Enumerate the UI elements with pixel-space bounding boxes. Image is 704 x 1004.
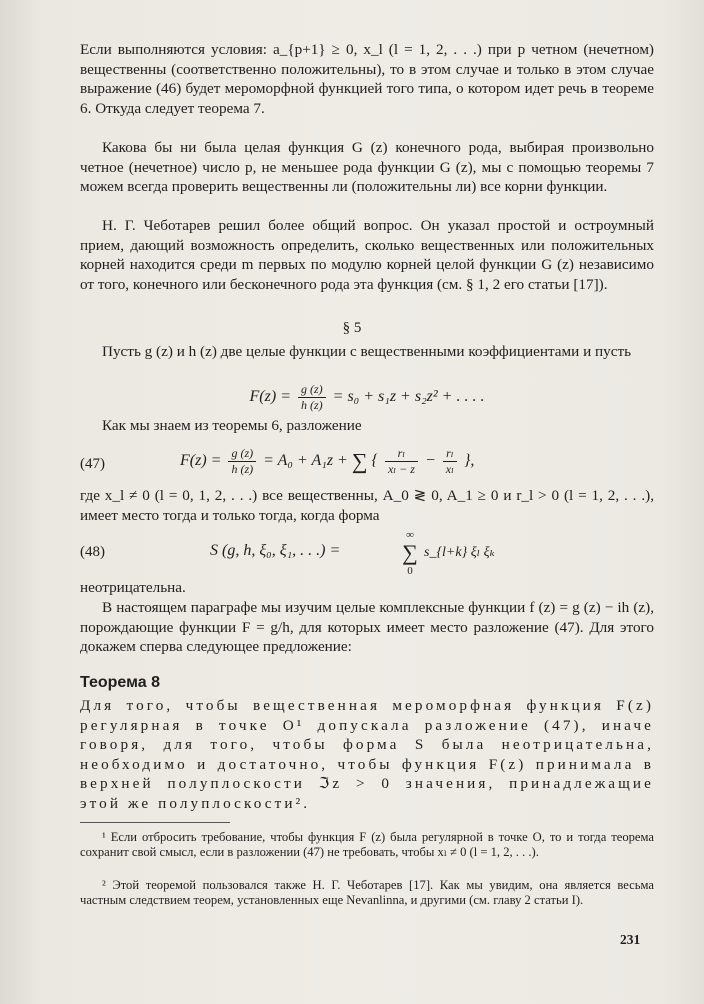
formula-48 <box>80 528 654 584</box>
formula-rhs: = s₀ + s₁z + s₂z² + . . . . <box>332 388 485 406</box>
footnote-2: ² Этой теоремой пользовался также Н. Г. Чеботарев [17]. Как мы увидим, она является весьма частным следствием теорем, установленных еще Nevanlinna, и другими (см. главу 2 статьи I). <box>80 878 654 908</box>
fraction-numerator: g (z) <box>228 446 256 462</box>
formula-47-body <box>180 446 474 477</box>
fraction <box>298 382 326 413</box>
fraction-residue <box>385 446 418 477</box>
formula-lhs: F(z) = <box>249 388 291 406</box>
minus-sign: − <box>424 452 436 470</box>
footnote-divider <box>80 822 230 823</box>
fraction-denominator: xₗ <box>445 462 454 476</box>
brace-close: }, <box>464 452 475 470</box>
sum-term: s_{l+k} ξₗ ξₖ <box>424 545 495 560</box>
paragraph-nonnegative: неотрицательна. <box>80 579 186 596</box>
paragraph-conditions: Если выполняются условия: a_{p+1} ≥ 0, x_l (l = 1, 2, . . .) при p четном (нечетном) вещественны (соответственно положительны), то в этом случае и только в этом случае выражение (46) будет мероморфной функцией того типа, о котором идет речь в теореме 6. Откуда следует теорема 7. <box>80 41 654 117</box>
theorem-statement: Для того, чтобы вещественная мероморфная функция F(z) регулярная в точке O¹ допускала разложение (47), иначе говоря, для того, чтобы форма S была неотрицательна, необходимо и достаточно, чтобы функция F(z) принимала в верхней полуплоскости ℑz > 0 значения, принадлежащие этой же полуплоскости². <box>80 697 654 812</box>
equation-label-47: (47) <box>80 456 105 472</box>
theorem-title: Теорема 8 <box>80 674 160 691</box>
summation-block <box>400 528 420 578</box>
formula-48-lhs: S (g, h, ξ₀, ξ₁, . . .) = <box>210 542 341 559</box>
paragraph-where: где x_l ≠ 0 (l = 0, 1, 2, . . .) все вещественны, A_0 ≷ 0, A_1 ≥ 0 и r_l > 0 (l = 1, 2, . . .), имеет место тогда и только тогда, когда форма <box>80 487 654 524</box>
paragraph-entire-function: Какова бы ни была целая функция G (z) конечного рода, выбирая произвольно четное (нечетное) число p, не меньшее рода функции G (z), мы с помощью теоремы 7 можем всегда проверить вещественны ли (положительны ли) все корни функции. <box>80 139 654 196</box>
formula-47 <box>80 446 654 486</box>
fraction-denominator: h (z) <box>300 398 323 412</box>
paragraph-as-we-know: Как мы знаем из теоремы 6, разложение <box>102 417 362 434</box>
fraction-numerator: rₗ <box>443 446 457 462</box>
summation-sign: ∑ <box>351 448 368 474</box>
fraction-denominator: xₗ − z <box>387 462 415 476</box>
paragraph-in-this-section: В настоящем параграфе мы изучим целые комплексные функции f (z) = g (z) − ih (z), порождающие функции F = g/h, для которых имеет место разложение (47). Для этого докажем сперва следующее предложение: <box>80 599 654 656</box>
formula-middle: = A₀ + A₁z + <box>263 452 348 470</box>
footnote-1: ¹ Если отбросить требование, чтобы функция F (z) была регулярной в точке O, то и тогда теорема сохранит свой смысл, если в разложении (47) не требовать, чтобы xₗ ≠ 0 (l = 1, 2, . . .). <box>80 830 654 860</box>
paragraph-chebotarev: Н. Г. Чеботарев решил более общий вопрос. Он указал простой и остроумный прием, дающий возможность определить, сколько вещественных или положительных корней находится среди m первых по модулю корней целой функции G (z) независимо от того, конечного или бесконечного рода эта функция (см. § 1, 2 его статьи [17]). <box>80 217 654 293</box>
equation-label-48: (48) <box>80 544 105 560</box>
section-heading: § 5 <box>342 320 362 336</box>
formula-lhs: F(z) = <box>180 452 222 470</box>
fraction-denominator: h (z) <box>231 462 254 476</box>
fraction-numerator: g (z) <box>298 382 326 398</box>
sum-upper-limit: ∞ <box>406 529 414 541</box>
fraction-numerator: rₗ <box>385 446 418 462</box>
sum-lower-limit: 0 <box>407 565 413 577</box>
fraction <box>228 446 256 477</box>
fraction-correction <box>443 446 457 477</box>
brace-open: { <box>371 452 378 470</box>
paragraph-let-functions: Пусть g (z) и h (z) две целые функции с вещественными коэффициентами и пусть <box>102 343 632 360</box>
page-number: 231 <box>620 932 641 947</box>
summation-sign: ∑ <box>402 540 418 565</box>
